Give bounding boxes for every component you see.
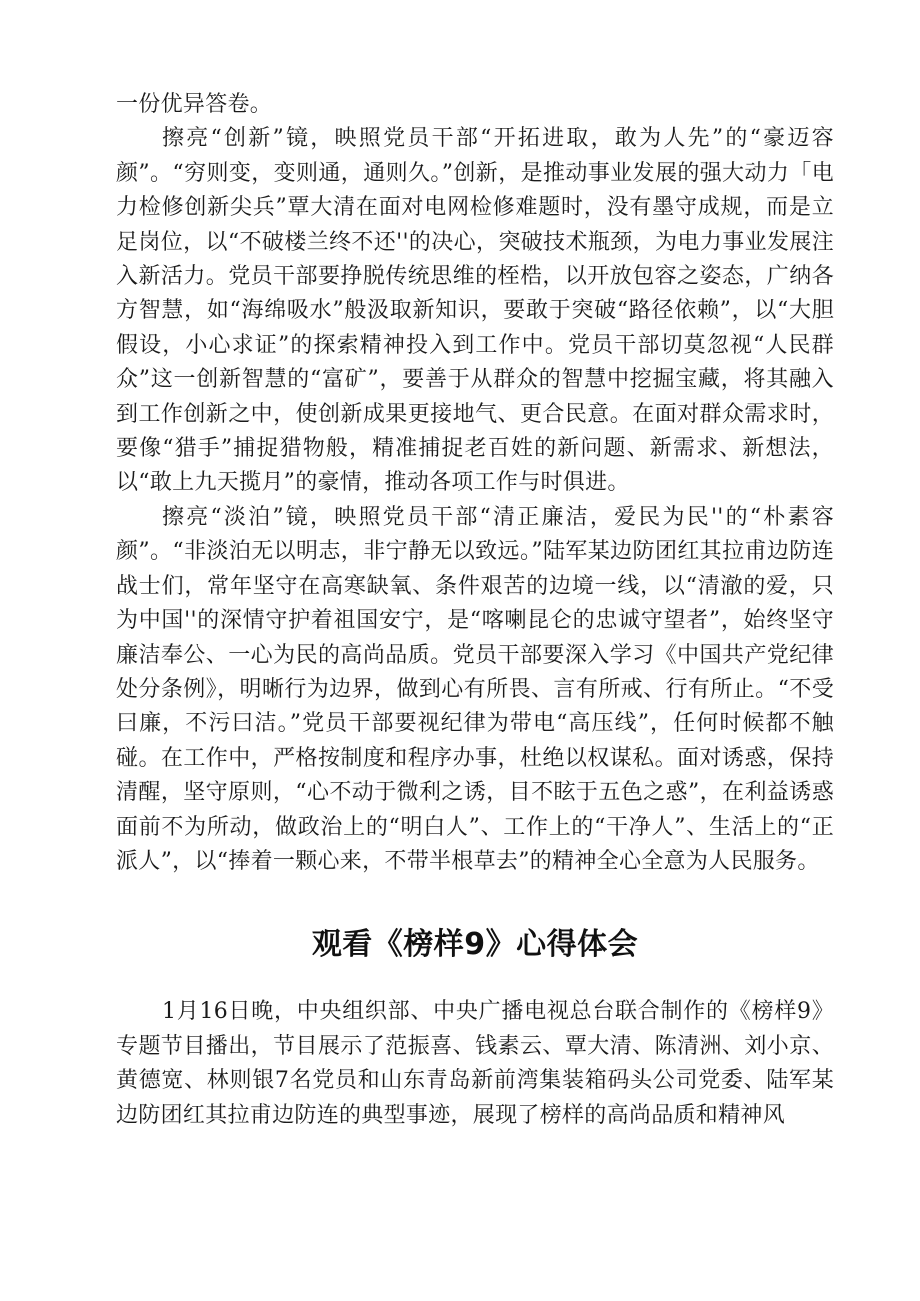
paragraph-3: 擦亮“淡泊”镜，映照党员干部“清正廉洁，爱民为民''的“朴素容颜”。“非淡泊无以明志，非宁静无以致远。”陆军某边防团红其拉甫边防连战士们，常年坚守在高寒缺氧、条件艰苦的边境一线，以“清澈的爱，只为中国''的深情守护着祖国安宁，是“喀喇昆仑的忠诚守望者”，始终坚守廉洁奉公、一心为民的高尚品质。党员干部要深入学习《中国共产党纪律处分条例》，明晰行为边界，做到心有所畏、言有所戒、行有所止。“不受曰廉，不污曰洁。”党员干部要视纪律为带电“高压线”，任何时候都不触碰。在工作中，严格按制度和程序办事，杜绝以权谋私。面对诱惑，保持清醒，坚守原则，“心不动于微利之诱，目不眩于五色之惑”，在利益诱惑面前不为所动，做政治上的“明白人”、工作上的“干净人”、生活上的“正派人”，以“捧着一颗心来，不带半根草去”的精神全心全意为人民服务。 xyxy=(116,504,834,874)
paragraph-2: 擦亮“创新”镜，映照党员干部“开拓进取，敢为人先”的“豪迈容颜”。“穷则变，变则通，通则久。”创新，是推动事业发展的强大动力「电力检修创新尖兵”覃大清在面对电网检修难题时，没有墨守成规，而是立足岗位，以“不破楼兰终不还''的决心，突破技术瓶颈，为电力事业发展注入新活力。党员干部要挣脱传统思维的桎梏，以开放包容之姿态，广纳各方智慧，如“海绵吸水”般汲取新知识，要敢于突破“路径依赖”，以“大胆假设，小心求证”的探索精神投入到工作中。党员干部切莫忽视“人民群众”这一创新智慧的“富矿”，要善于从群众的智慧中挖掘宝藏，将其融入到工作创新之中，使创新成果更接地气、更合民意。在面对群众需求时，要像“猎手”捕捉猎物般，精准捕捉老百姓的新问题、新需求、新想法，以“敢上九天揽月”的豪情，推动各项工作与时俱进。 xyxy=(116,126,834,496)
section-heading: 观看《榜样9》心得体会 xyxy=(311,927,639,963)
paragraph-1: 一份优异答卷。 xyxy=(116,92,273,117)
paragraph-4: 1月16日晚，中央组织部、中央广播电视总台联合制作的《榜样9》专题节目播出，节目展示了范振喜、钱素云、覃大清、陈清洲、刘小京、黄德宽、林则银7名党员和山东青岛新前湾集装箱码头公司党委、陆军某边防团红其拉甫边防连的典型事迹，展现了榜样的高尚品质和精神风 xyxy=(116,999,834,1128)
document-content xyxy=(116,88,834,1133)
